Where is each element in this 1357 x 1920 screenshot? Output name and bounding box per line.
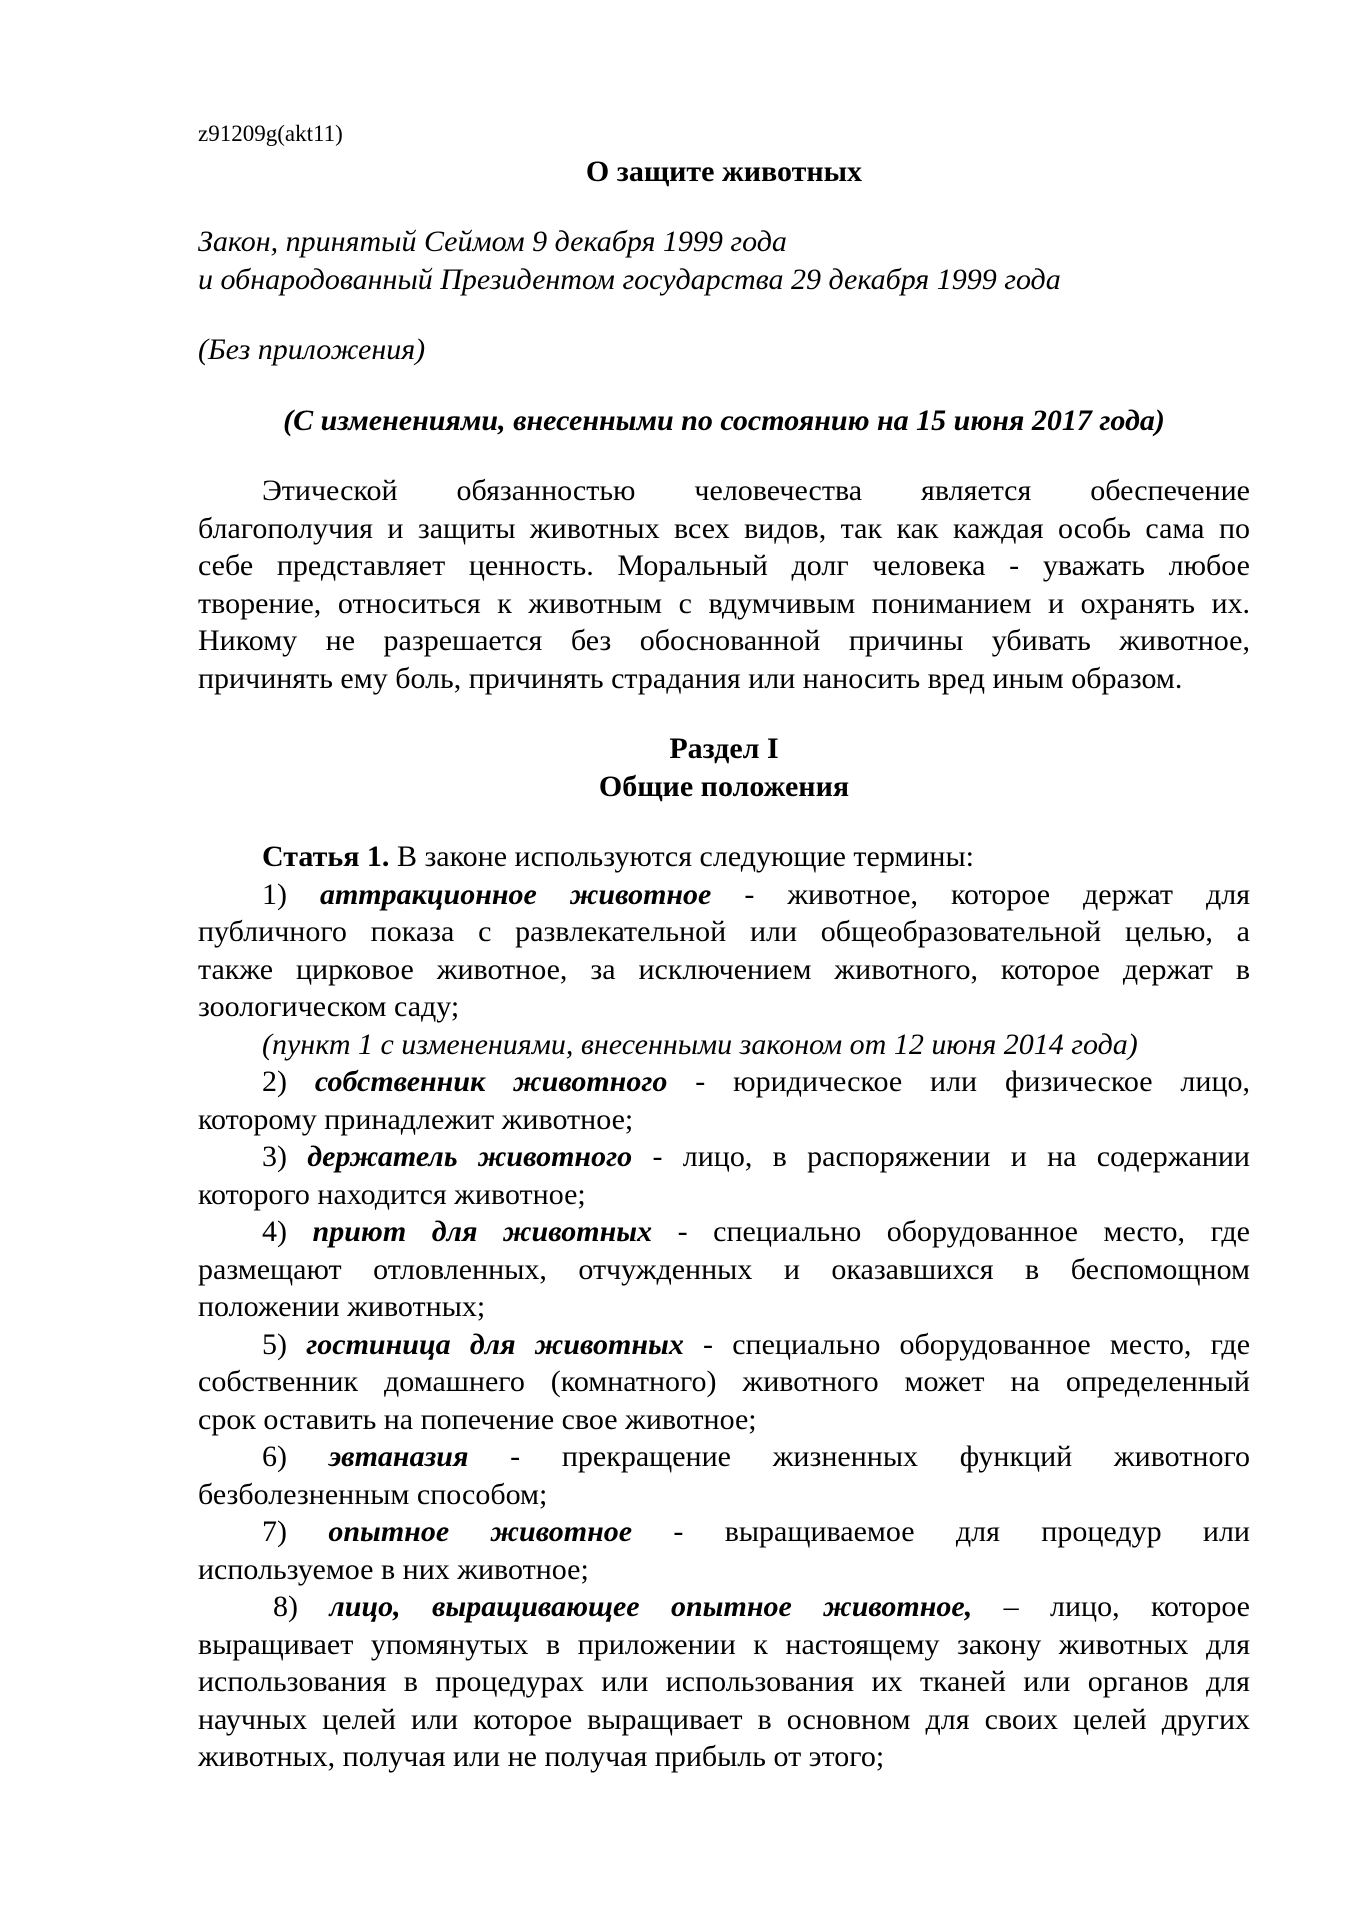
term-7-line	[198, 1551, 1250, 1589]
text-run: - юридическое или физическое лицо,	[667, 1065, 1251, 1098]
preamble	[198, 472, 1250, 697]
text-run: 8)	[273, 1590, 330, 1623]
term-5-line	[198, 1401, 1250, 1439]
term-6-line	[198, 1476, 1250, 1514]
term-3-line	[198, 1176, 1250, 1214]
term-1-line	[198, 876, 1250, 914]
term-1-line	[198, 988, 1250, 1026]
text-run: (С изменениями, внесенными по состоянию на 15 июня 2017 года)	[283, 403, 1165, 437]
text-run: себе представляет ценность. Моральный долг человека - уважать любое	[198, 549, 1250, 582]
term-4-line	[198, 1251, 1250, 1289]
text-run: зоологическом саду;	[198, 990, 460, 1023]
text-run: благополучия и защиты животных всех видов, так как каждая особь сама по	[198, 511, 1250, 545]
term-6	[198, 1438, 1250, 1513]
doc-title-line	[198, 153, 1250, 191]
text-run: Раздел I	[669, 732, 779, 765]
text-run: Этической обязанностью человечества является обеспечение	[262, 474, 1250, 507]
text-run: эвтаназия	[328, 1440, 469, 1473]
term-4-line	[198, 1288, 1250, 1326]
text-run: - прекращение жизненных функций животного	[468, 1440, 1250, 1473]
term-2-line	[198, 1063, 1250, 1101]
text-run: 4)	[262, 1215, 313, 1248]
text-run: аттракционное животное	[319, 877, 712, 911]
text-run: Статья 1.	[262, 840, 390, 873]
text-run: безболезненным способом;	[198, 1477, 548, 1511]
blank-line-4	[198, 439, 1250, 472]
section-1-heading-line	[198, 768, 1250, 806]
text-run: приют для животных	[312, 1215, 653, 1248]
term-8-line	[198, 1663, 1250, 1701]
preamble-line	[198, 585, 1250, 623]
text-run: 3)	[262, 1140, 308, 1173]
preamble-line	[198, 622, 1250, 660]
no-attachment-note	[198, 331, 1250, 369]
text-run: 5)	[262, 1327, 307, 1361]
section-1-heading-line	[198, 730, 1250, 768]
doc-id	[198, 115, 1250, 153]
doc-title	[198, 153, 1250, 191]
term-5-line	[198, 1326, 1250, 1364]
text-run: творение, относиться к животным с вдумчивым пониманием и охранять их.	[198, 586, 1250, 620]
text-run: (пункт 1 с изменениями, внесенными законом от 12 июня 2014 года)	[262, 1027, 1138, 1061]
text-run: держатель животного	[307, 1140, 633, 1173]
amendment-note	[198, 402, 1250, 440]
text-run: - выращиваемое для процедур или	[632, 1515, 1250, 1548]
term-3	[198, 1138, 1250, 1213]
blank-line	[198, 805, 1250, 838]
text-run: животных, получая или не получая прибыль от этого;	[198, 1740, 885, 1773]
text-run: собственник домашнего (комнатного) животного может на определенный	[198, 1365, 1250, 1398]
text-run: В законе используются следующие термины:	[389, 840, 974, 873]
blank-line-5	[198, 697, 1250, 730]
text-run: размещают отловленных, отчужденных и оказавшихся в беспомощном	[198, 1252, 1250, 1286]
text-run: которому принадлежит животное;	[198, 1102, 634, 1136]
text-run: собственник животного	[314, 1065, 668, 1098]
text-run: научных целей или которое выращивает в основном для своих целей других	[198, 1702, 1250, 1736]
term-2-line	[198, 1101, 1250, 1139]
text-run: и обнародованный Президентом государства 29 декабря 1999 года	[198, 262, 1061, 296]
text-run: - животное, которое держат для	[711, 877, 1250, 911]
term-8-line	[198, 1626, 1250, 1664]
law-subtitle-line	[198, 261, 1250, 299]
term-2	[198, 1063, 1250, 1138]
text-run: - специально оборудованное место, где	[652, 1215, 1250, 1248]
preamble-line	[198, 547, 1250, 585]
amendment-note-line	[198, 402, 1250, 440]
text-run: - специально оборудованное место, где	[683, 1327, 1251, 1361]
text-run: - лицо, в распоряжении и на содержании	[632, 1140, 1250, 1173]
text-run: опытное животное	[328, 1515, 633, 1548]
article-1-lead	[198, 838, 1250, 876]
text-run: используемое в них животное;	[198, 1552, 589, 1586]
no-attachment-note-line	[198, 331, 1250, 369]
blank-line-3	[198, 369, 1250, 402]
section-1-heading	[198, 730, 1250, 805]
term-4	[198, 1213, 1250, 1326]
blank-line	[198, 190, 1250, 223]
term-7-line	[198, 1513, 1250, 1551]
text-run: Закон, принятый Сеймом 9 декабря 1999 года	[198, 225, 787, 258]
article-1-lead-line	[198, 838, 1250, 876]
term-5-line	[198, 1363, 1250, 1401]
text-run: (Без приложения)	[198, 333, 426, 366]
doc-id-line	[198, 115, 1250, 153]
blank-line-1	[198, 190, 1250, 223]
text-run: срок оставить на попечение свое животное;	[198, 1402, 757, 1436]
term-7	[198, 1513, 1250, 1588]
blank-line-6	[198, 805, 1250, 838]
term-8-line	[198, 1701, 1250, 1739]
text-run: гостиница для животных	[306, 1327, 684, 1361]
preamble-line	[198, 510, 1250, 548]
term-8-line	[198, 1738, 1250, 1776]
law-subtitle-line	[198, 223, 1250, 261]
term-4-line	[198, 1213, 1250, 1251]
term-1-line	[198, 913, 1250, 951]
text-run: z91209g(akt11)	[198, 121, 343, 146]
term-6-line	[198, 1438, 1250, 1476]
blank-line	[198, 697, 1250, 730]
text-run: лицо, выращивающее опытное животное,	[329, 1590, 973, 1623]
text-run: О защите животных	[585, 154, 863, 188]
blank-line	[198, 439, 1250, 472]
term-8-line	[198, 1588, 1250, 1626]
preamble-line	[198, 472, 1250, 510]
text-run: причинять ему боль, причинять страдания или наносить вред иным образом.	[198, 661, 1183, 695]
text-run: 6)	[262, 1440, 329, 1473]
text-run: выращивает упомянутых в приложении к настоящему закону животных для	[198, 1627, 1250, 1661]
preamble-line	[198, 660, 1250, 698]
law-subtitle	[198, 223, 1250, 298]
text-run: использования в процедурах или использования их тканей или органов для	[198, 1665, 1250, 1698]
term-1-amendment	[198, 1026, 1250, 1064]
term-5	[198, 1326, 1250, 1439]
text-run: 1)	[262, 877, 320, 911]
blank-line	[198, 298, 1250, 331]
text-run: 7)	[262, 1515, 329, 1548]
term-3-line	[198, 1138, 1250, 1176]
text-run: Общие положения	[598, 769, 850, 803]
text-run: Никому не разрешается без обоснованной причины убивать животное,	[198, 624, 1250, 657]
text-run: – лицо, которое	[972, 1590, 1251, 1623]
text-run: публичного показа с развлекательной или общеобразовательной целью, а	[198, 915, 1250, 948]
text-run: которого находится животное;	[198, 1177, 586, 1211]
blank-line-2	[198, 298, 1250, 331]
blank-line	[198, 369, 1250, 402]
text-run: 2)	[262, 1065, 315, 1098]
term-1	[198, 876, 1250, 1026]
text-run: положении животных;	[198, 1290, 486, 1323]
term-1-amendment-line	[198, 1026, 1250, 1064]
term-8	[198, 1588, 1250, 1776]
text-run: также цирковое животное, за исключением животного, которое держат в	[198, 952, 1250, 986]
term-1-line	[198, 951, 1250, 989]
